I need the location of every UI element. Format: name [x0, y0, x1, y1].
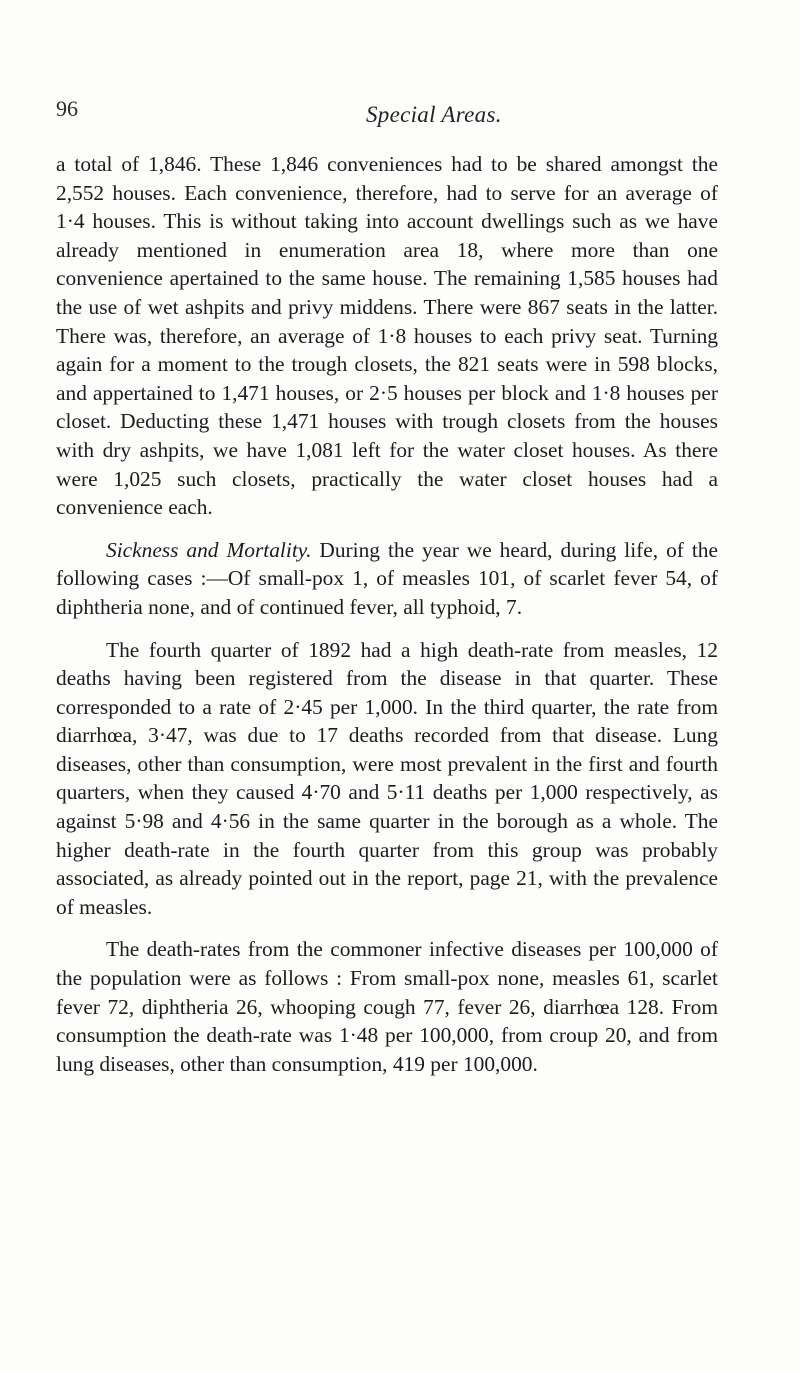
body-text — [56, 150, 718, 1078]
page-number: 96 — [56, 96, 78, 121]
paragraph-sickness-body: During the year we heard, during life, of the following cases :—Of small-pox 1, of measles 101, of scarlet fever 54, of diphtheria none, and of continued fever, all typhoid, 7. — [56, 537, 718, 619]
paragraph-fourth-quarter: The fourth quarter of 1892 had a high death-rate from measles, 12 deaths having been registered from the disease in that quarter. These corresponded to a rate of 2·45 per 1,000. In the third quarter, the rate from diarrhœa, 3·47, was due to 17 deaths recorded from that disease. Lung diseases, other than consumption, were most prevalent in the first and fourth quarters, when they caused 4·70 and 5·11 deaths per 1,000 respectively, as against 5·98 and 4·56 in the same quarter in the borough as a whole. The higher death-rate in the fourth quarter from this group was probably associated, as already pointed out in the report, page 21, with the prevalence of measles. — [56, 637, 718, 919]
paragraph-death-rates: The death-rates from the commoner infective diseases per 100,000 of the population were as follows : From small-pox none, measles 61, scarlet fever 72, diphtheria 26, whooping cough 77, fever 26, diarrhœa 128. From consumption the death-rate was 1·48 per 100,000, from croup 20, and from lung diseases, other than consumption, 419 per 100,000. — [56, 937, 718, 1076]
side-heading-sickness-mortality: Sickness and Mortality. — [106, 537, 312, 562]
paragraph-sickness-mortality — [56, 536, 718, 622]
running-head: Special Areas. — [366, 102, 502, 127]
page-header — [56, 96, 756, 136]
paragraph-conveniences: a total of 1,846. These 1,846 conveniences had to be shared amongst the 2,552 houses. Each convenience, therefore, had to serve for an average of 1·4 houses. This is without taking into account dwellings such as we have already mentioned in enumeration area 18, where more than one convenience apertained to the same house. The remaining 1,585 houses had the use of wet ashpits and privy middens. There were 867 seats in the latter. There was, therefore, an average of 1·8 houses to each privy seat. Turning again for a moment to the trough closets, the 821 seats were in 598 blocks, and appertained to 1,471 houses, or 2·5 houses per block and 1·8 houses per closet. Deducting these 1,471 houses with trough closets from the houses with dry ashpits, we have 1,081 left for the water closet houses. As there were 1,025 such closets, practically the water closet houses had a convenience each. — [56, 152, 718, 520]
